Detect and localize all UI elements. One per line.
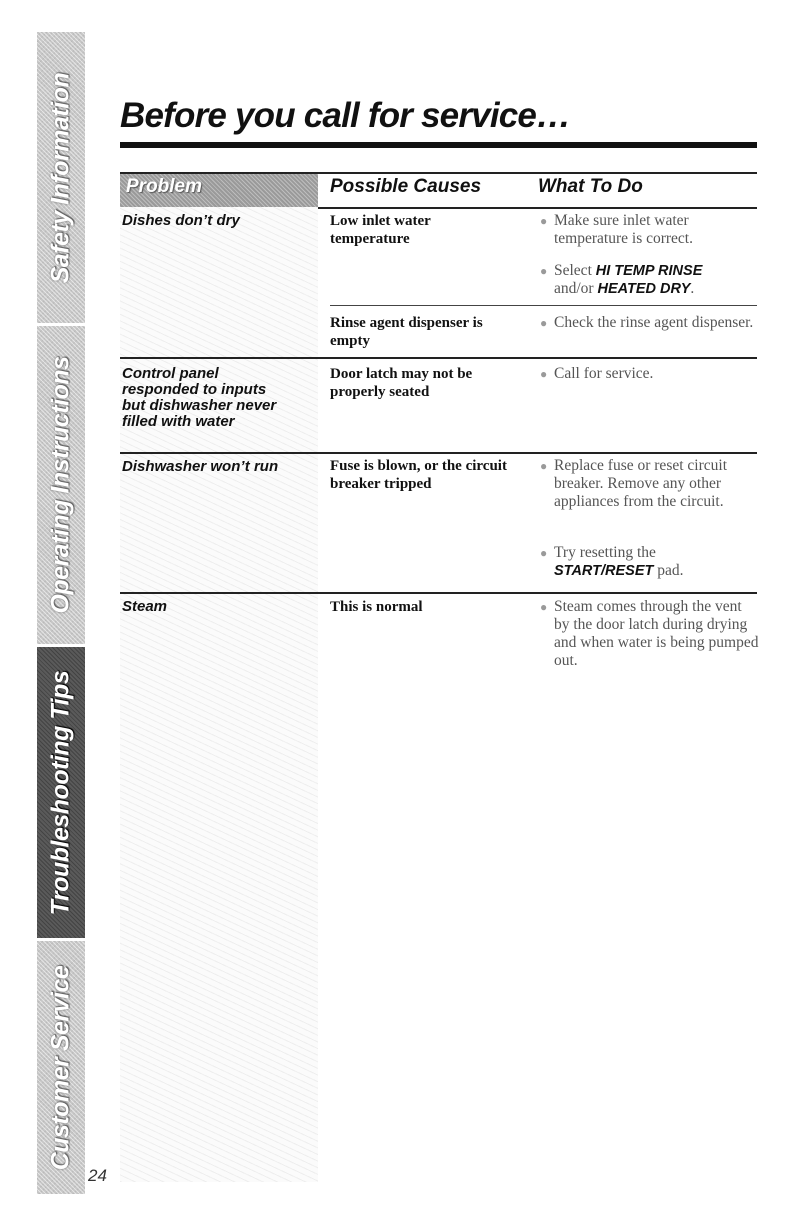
column-header-problem: Problem bbox=[126, 176, 203, 197]
action-text-pre: Try resetting the bbox=[554, 544, 656, 561]
cause-rinse-agent-dispenser-empty: Rinse agent dispenser is empty bbox=[330, 315, 483, 349]
tab-customer-service[interactable] bbox=[37, 941, 85, 1194]
action-steam-comes-through bbox=[536, 598, 760, 670]
action-text: Replace fuse or reset circuit breaker. Remove any other appliances from the circuit. bbox=[554, 457, 727, 510]
title-rule bbox=[120, 142, 757, 148]
tab-safety-information[interactable] bbox=[37, 32, 85, 323]
bullet-icon: ● bbox=[540, 367, 548, 381]
tab-label: Operating Instructions bbox=[46, 356, 75, 614]
problem-column-shading bbox=[120, 174, 318, 1182]
tab-label: Safety Information bbox=[46, 72, 75, 283]
cause-divider bbox=[330, 305, 757, 306]
problem-dishwasher-wont-run: Dishwasher won’t run bbox=[122, 458, 279, 475]
section-tabs bbox=[37, 32, 85, 1194]
action-text: Steam comes through the vent by the door latch during drying and when water is being pumped out. bbox=[554, 598, 759, 669]
bullet-icon: ● bbox=[540, 264, 548, 278]
page-number: 24 bbox=[88, 1166, 107, 1185]
page-title: Before you call for service… bbox=[120, 96, 571, 135]
bullet-icon: ● bbox=[540, 214, 548, 228]
column-header-possible-causes: Possible Causes bbox=[330, 176, 482, 197]
action-replace-fuse bbox=[536, 457, 760, 511]
bullet-icon: ● bbox=[540, 459, 548, 473]
action-text: Make sure inlet water temperature is correct. bbox=[554, 212, 693, 247]
row-divider bbox=[120, 452, 757, 454]
action-text-pre: Select bbox=[554, 262, 596, 279]
tab-troubleshooting-tips[interactable] bbox=[37, 647, 85, 938]
action-text: Check the rinse agent dispenser. bbox=[554, 314, 754, 331]
cause-fuse-blown-breaker-tripped: Fuse is blown, or the circuit breaker tripped bbox=[330, 458, 507, 492]
cause-this-is-normal: This is normal bbox=[330, 599, 423, 615]
tab-label: Customer Service bbox=[46, 965, 75, 1170]
action-text-post: . bbox=[690, 280, 695, 297]
problem-steam: Steam bbox=[122, 598, 168, 615]
row-divider bbox=[120, 357, 757, 359]
column-header-what-to-do: What To Do bbox=[538, 176, 643, 197]
action-text-post: pad. bbox=[653, 562, 684, 579]
tab-operating-instructions[interactable] bbox=[37, 326, 85, 644]
problem-control-panel-no-fill: Control panel responded to inputs but dishwasher never filled with water bbox=[122, 365, 277, 430]
action-text: Call for service. bbox=[554, 365, 654, 382]
cause-low-inlet-water-temperature: Low inlet water temperature bbox=[330, 213, 431, 247]
action-try-resetting bbox=[536, 544, 760, 580]
header-bottom-rule bbox=[318, 207, 757, 209]
action-check-rinse-agent bbox=[536, 314, 760, 332]
keyword-hi-temp-rinse: HI TEMP RINSE bbox=[595, 263, 703, 279]
bullet-icon: ● bbox=[540, 600, 548, 614]
action-text-mid: and/or bbox=[554, 280, 598, 297]
row-divider bbox=[120, 592, 757, 594]
action-make-sure-inlet-water bbox=[536, 212, 760, 248]
cause-door-latch-not-seated: Door latch may not be properly seated bbox=[330, 366, 473, 400]
problem-dishes-dont-dry: Dishes don’t dry bbox=[122, 212, 240, 229]
bullet-icon: ● bbox=[540, 316, 548, 330]
action-select-hi-temp-rinse bbox=[536, 262, 760, 298]
tab-label: Troubleshooting Tips bbox=[46, 670, 75, 915]
keyword-heated-dry: HEATED DRY bbox=[597, 281, 691, 297]
action-call-for-service bbox=[536, 365, 760, 383]
bullet-icon: ● bbox=[540, 546, 548, 560]
keyword-start-reset: START/RESET bbox=[554, 563, 654, 579]
